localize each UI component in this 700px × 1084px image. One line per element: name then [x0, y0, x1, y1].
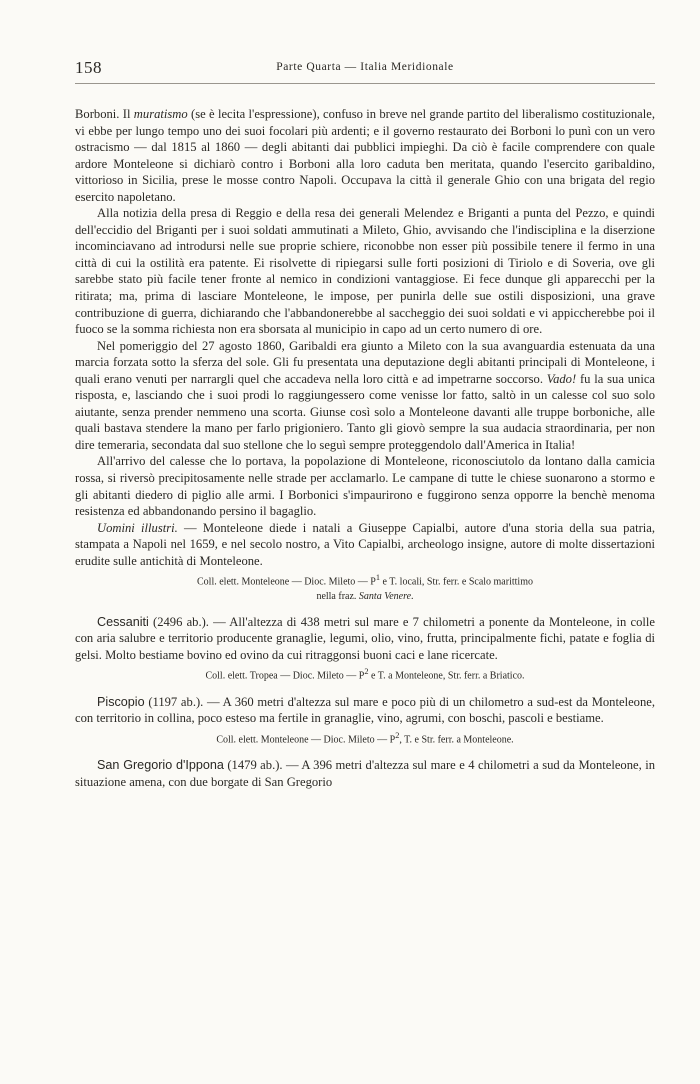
- emphasis-muratismo: muratismo: [133, 107, 188, 121]
- section-label-uomini-illustri: Uomini illustri.: [97, 520, 178, 535]
- page-number: 158: [75, 58, 102, 77]
- entry-cessaniti: Cessaniti (2496 ab.). — All'altezza di 438 metri sul mare e 7 chilometri a ponente da Monteleone, in colle con aria salubre e territorio producente granaglie, legumi, olio, vino, frutta, principalmente fichi, patate e foglia di gelsi. Molto bestiame bovino ed ovino da cui ritraggonsi buoni caci e lane ricercate.: [75, 614, 655, 662]
- emphasis-vado: Vado!: [546, 371, 577, 386]
- collegio-note-monteleone: Coll. elett. Monteleone — Dioc. Mileto — $P^1$ e T. locali, Str. ferr. e Scalo marittimo nella fraz. Santa Venere.: [197, 573, 533, 602]
- paragraph-uomini-illustri: Uomini illustri. — Monteleone diede i natali a Giuseppe Capialbi, autore d'una storia della sua patria, stampata a Napoli nel 1659, e nel secolo nostro, a Vito Capialbi, archeologo insigne, autore di molte dissertazioni erudite sulle antichità di Monteleone.: [75, 520, 655, 568]
- page-header: [75, 58, 655, 84]
- paragraph-liberation: All'arrivo del calesse che lo portava, la popolazione di Monteleone, riconosciutolo da lontano dalla camicia rossa, si riversò precipitosamente nelle strade per acclamarlo. Le campane di tutte le chiese suonarono a stormo e gli abitanti diedero di piglio alle armi. I Borbonici s'impaurirono e fuggirono senza opporre la benchè menoma resistenza ed abbandonando persino il bagaglio.: [75, 454, 655, 519]
- entry-title-san-gregorio: San Gregorio d'Ippona: [97, 758, 224, 773]
- paragraph-muratismo: Borboni. Il muratismo (se è lecita l'espressione), confuso in breve nel grande partito del liberalismo costituzionale, vi ebbe per lungo tempo uno dei suoi focolari più ardenti; e il governo restaurato dei Borboni lo punì con un vero ostracismo — dal 1815 al 1860 — degli abitanti dai pubblici impieghi. Da ciò è facile comprendere con quale ardore Monteleone si dichiarò contro i Borboni alla loro caduta ben meritata, quando l'esercito garibaldino, vittorioso in Sicilia, prese le mosse contro Napoli. Occupava la città il generale Ghio con una brigata del regio esercito napoletano.: [75, 107, 656, 204]
- page: [75, 58, 655, 790]
- entry-title-piscopio: Piscopio: [97, 694, 145, 709]
- entry-title-cessaniti: Cessaniti: [97, 614, 149, 629]
- entry-piscopio: Piscopio (1197 ab.). — A 360 metri d'altezza sul mare e poco più di un chilometro a sud-est da Monteleone, con territorio in collina, poco esteso ma fertile in granaglie, vino, agrumi, con boschi, pascoli e bestiame.: [75, 694, 655, 726]
- paragraph-ghio-retreat: Alla notizia della presa di Reggio e della resa dei generali Melendez e Briganti a punta del Pezzo, e quindi dell'eccidio del Briganti per i suoi soldati ammutinati a Mileto, Ghio, avvisando che l'indisciplina e la diserzione incominciavano ad introdursi nelle sue proprie schiere, riconobbe non esser più possibile tenere il fermo in una città di cui la ostilità era patente. Ei risolvette di ripiegarsi sulle forti posizioni di Tiriolo e di Soveria, ove gli sarebbe stato più facile tener fronte al nemico in condizioni vantaggiose. Ei fece dunque gli apparecchi per la ritirata; ma, prima di lasciare Monteleone, le impose, per punirla delle sue ostili disposizioni, una grave contribuzione di guerra, dichiarando che l'abbandonerebbe al saccheggio dei suoi soldati e vi appiccherebbe poi il fuoco se la somma richiesta non era sborsata al municipio in capo ad un certo numero di ore.: [75, 206, 655, 337]
- header-rule: [75, 83, 655, 84]
- page-body: [75, 106, 655, 790]
- running-head: Parte Quarta — Italia Meridionale: [276, 61, 454, 73]
- entry-san-gregorio: San Gregorio d'Ippona (1479 ab.). — A 396 metri d'altezza sul mare e 4 chilometri a sud da Monteleone, in situazione amena, con due borgate di San Gregorio: [75, 758, 655, 789]
- collegio-note-piscopio: Coll. elett. Monteleone — Dioc. Mileto — $P^2$, T. e Str. ferr. a Monteleone.: [216, 730, 514, 746]
- paragraph-garibaldi-arrival: Nel pomeriggio del 27 agosto 1860, Garibaldi era giunto a Mileto con la sua avanguardia estenuata da una marcia forzata sotto la sferza del sole. Gli fu presentata una deputazione degli abitanti principali di Monteleone, i quali erano venuti per narrargli quel che accadeva nella loro città e ad impetrarne soccorso. Vado! fu la sua unica risposta, e, lasciando che i suoi prodi lo raggiungessero come venisse lor fatto, saltò in un calesse col suo solo aiutante, senza prender nemmeno una scorta. Giunse così solo a Monteleone davanti alle truppe borboniche, alle quali bastava stendere la mano per farlo prigioniero. Tanto gli giovò sempre la sua audacia straordinaria, per non dire temeraria, secondata dal suo stellone che lo seguì sempre proteggendolo dall'America in Italia!: [75, 338, 656, 452]
- collegio-note-cessaniti: Coll. elett. Tropea — Dioc. Mileto — $P^2$ e T. a Monteleone, Str. ferr. a Briatico.: [205, 667, 525, 682]
